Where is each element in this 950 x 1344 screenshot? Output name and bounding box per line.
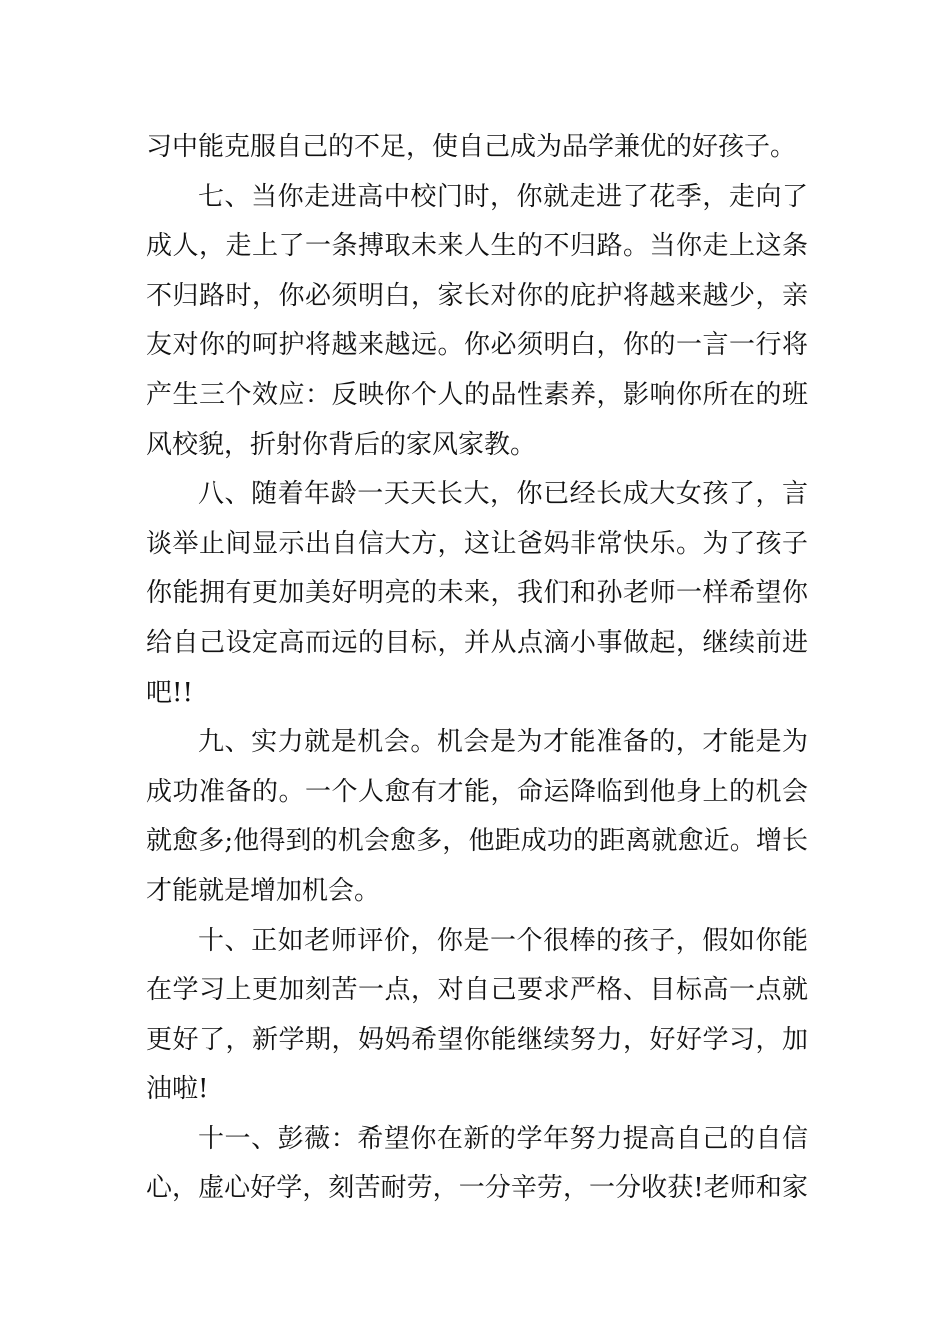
text-line: 成人，走上了一条搏取未来人生的不归路。当你走上这条 <box>146 231 808 262</box>
text-line: 你能拥有更加美好明亮的未来，我们和孙老师一样希望你 <box>146 578 808 609</box>
text-line: 习中能克服自己的不足，使自己成为品学兼优的好孩子。 <box>146 132 797 162</box>
text-line: 在学习上更加刻苦一点，对自己要求严格、目标高一点就 <box>146 975 808 1006</box>
text-line: 心，虚心好学，刻苦耐劳，一分辛劳，一分收获!老师和家 <box>146 1173 808 1204</box>
text-line: 七、当你走进高中校门时，你就走进了花季，走向了 <box>198 181 808 212</box>
text-line: 九、实力就是机会。机会是为才能准备的，才能是为 <box>198 727 808 758</box>
text-line: 就愈多;他得到的机会愈多，他距成功的距离就愈近。增长 <box>146 826 808 857</box>
text-line: 八、随着年龄一天天长大，你已经长成大女孩了，言 <box>198 479 808 510</box>
text-line: 更好了，新学期，妈妈希望你能继续努力，好好学习，加 <box>146 1024 808 1055</box>
text-line: 成功准备的。一个人愈有才能，命运降临到他身上的机会 <box>146 776 808 807</box>
text-line: 风校貌，折射你背后的家风家教。 <box>146 429 537 460</box>
text-line: 谈举止间显示出自信大方，这让爸妈非常快乐。为了孩子 <box>146 528 808 559</box>
text-line: 产生三个效应：反映你个人的品性素养，影响你所在的班 <box>146 379 808 410</box>
text-line: 吧!! <box>146 677 193 708</box>
text-line: 友对你的呵护将越来越远。你必须明白，你的一言一行将 <box>146 330 808 361</box>
text-line: 十、正如老师评价，你是一个很棒的孩子，假如你能 <box>198 925 808 956</box>
text-line: 十一、彭薇：希望你在新的学年努力提高自己的自信 <box>198 1123 808 1154</box>
text-line: 给自己设定高而远的目标，并从点滴小事做起，继续前进 <box>146 627 808 658</box>
body-text <box>146 123 808 1214</box>
text-line: 油啦! <box>146 1074 209 1105</box>
text-line: 不归路时，你必须明白，家长对你的庇护将越来越少，亲 <box>146 280 808 311</box>
text-line: 才能就是增加机会。 <box>146 875 381 906</box>
